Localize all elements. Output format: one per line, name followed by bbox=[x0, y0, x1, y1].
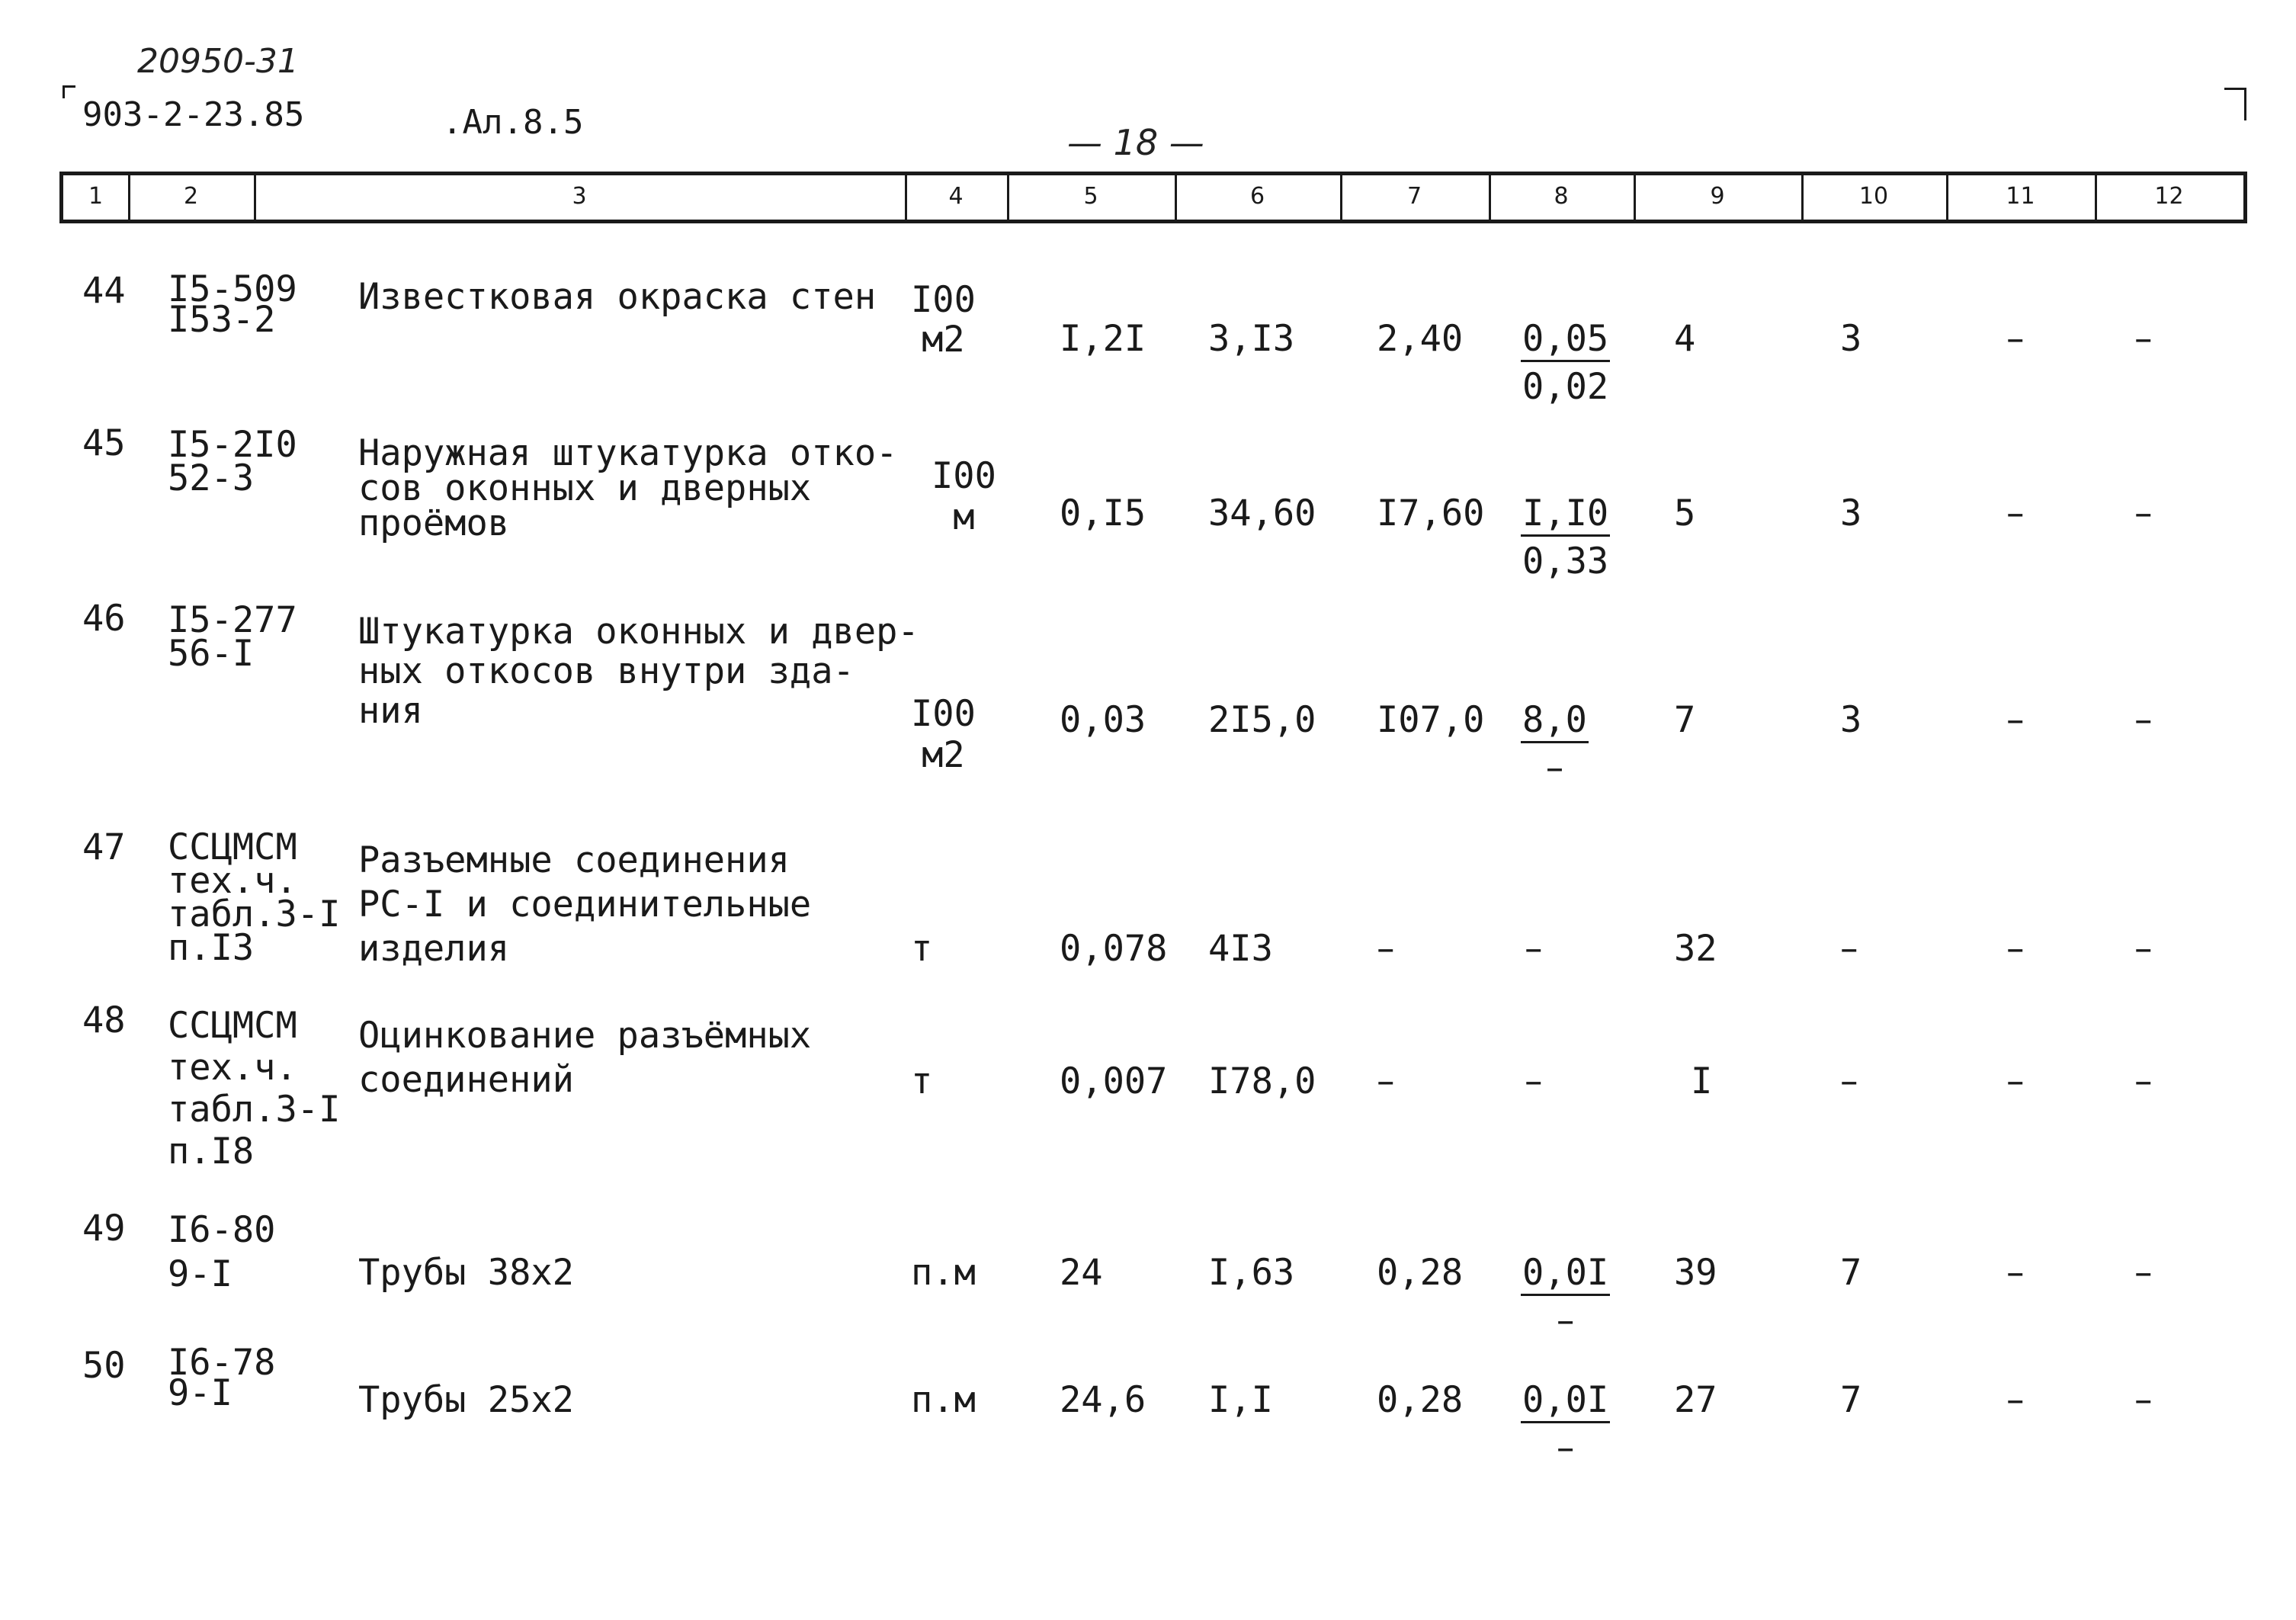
col-header-4: 4 bbox=[948, 183, 964, 210]
work-description: Штукатурка оконных и двер- ных откосов внутри зда- ния bbox=[358, 611, 919, 732]
col-header-12: 12 bbox=[2154, 183, 2184, 210]
col5-value: 0,I5 bbox=[1060, 492, 1146, 534]
col6-value: 3,I3 bbox=[1208, 318, 1295, 360]
col11-value: – bbox=[2006, 1379, 2025, 1421]
row-number: 48 bbox=[82, 999, 126, 1041]
work-description: Трубы 25х2 bbox=[358, 1379, 574, 1421]
col12-value: – bbox=[2134, 699, 2153, 741]
row-number: 47 bbox=[82, 826, 126, 868]
col7-value: 0,28 bbox=[1377, 1252, 1464, 1294]
col12-value: – bbox=[2134, 928, 2153, 970]
col10-value: 3 bbox=[1840, 492, 1862, 534]
col11-value: – bbox=[2006, 1252, 2025, 1294]
norm-code: ССЦМСМ тех.ч. табл.3-I п.I8 bbox=[168, 1005, 341, 1172]
col12-value: – bbox=[2134, 1379, 2153, 1421]
col9-value: 27 bbox=[1674, 1379, 1717, 1421]
column-header-table bbox=[59, 172, 2247, 223]
col5-value: 24 bbox=[1060, 1252, 1103, 1294]
corner-mark-left bbox=[63, 85, 75, 98]
work-description: Наружная штукатурка отко- сов оконных и дверных проёмов bbox=[358, 432, 898, 544]
col8-value: – bbox=[1525, 1060, 1543, 1102]
col8-fraction: $\frac{I,I0}{0,33}$ bbox=[1522, 492, 1609, 582]
norm-code: I6-78 9-I bbox=[168, 1342, 276, 1414]
unit: т bbox=[911, 928, 933, 970]
col10-value: 7 bbox=[1840, 1379, 1862, 1421]
col6-value: 4I3 bbox=[1208, 928, 1273, 970]
col9-value: 39 bbox=[1674, 1252, 1717, 1294]
col6-value: I,63 bbox=[1208, 1252, 1295, 1294]
norm-code: I5-509 I53-2 bbox=[168, 268, 297, 341]
handwritten-doc-number: 20950-31 bbox=[137, 42, 299, 81]
col7-value: 2,40 bbox=[1377, 318, 1464, 360]
col8-fraction: $\frac{0,05}{0,02}$ bbox=[1522, 318, 1609, 408]
col-header-3: 3 bbox=[572, 183, 587, 210]
col7-value: – bbox=[1377, 928, 1395, 970]
col5-value: 0,03 bbox=[1060, 699, 1146, 741]
col-header-10: 10 bbox=[1858, 183, 1889, 210]
col6-value: I78,0 bbox=[1208, 1060, 1316, 1102]
col-header-6: 6 bbox=[1249, 183, 1265, 210]
row-number: 44 bbox=[82, 270, 126, 312]
doc-code: 903-2-23.85 bbox=[82, 95, 305, 134]
col-header-7: 7 bbox=[1406, 183, 1422, 210]
col5-value: I,2I bbox=[1060, 318, 1146, 360]
col11-value: – bbox=[2006, 492, 2025, 534]
unit: п.м bbox=[911, 1252, 976, 1294]
row-number: 50 bbox=[82, 1345, 126, 1387]
col9-value: 5 bbox=[1674, 492, 1696, 534]
col6-value: I,I bbox=[1208, 1379, 1273, 1421]
col12-value: – bbox=[2134, 1060, 2153, 1102]
unit: I00 м bbox=[932, 455, 996, 538]
col9-value: 32 bbox=[1674, 928, 1717, 970]
album-ref: .Ал.8.5 bbox=[442, 103, 584, 142]
col-header-8: 8 bbox=[1554, 183, 1569, 210]
col12-value: – bbox=[2134, 1252, 2153, 1294]
col5-value: 0,078 bbox=[1060, 928, 1168, 970]
col-header-5: 5 bbox=[1083, 183, 1098, 210]
col11-value: – bbox=[2006, 318, 2025, 360]
col-header-2: 2 bbox=[183, 183, 199, 210]
col7-value: I7,60 bbox=[1377, 492, 1485, 534]
col9-value: 4 bbox=[1674, 318, 1696, 360]
work-description: Оцинкование разъёмных соединений bbox=[358, 1015, 812, 1101]
col6-value: 34,60 bbox=[1208, 492, 1316, 534]
norm-code: I5-277 56-I bbox=[168, 599, 297, 675]
page-number: — 18 — bbox=[1067, 122, 1204, 163]
col12-value: – bbox=[2134, 318, 2153, 360]
col8-fraction: 8,0 – bbox=[1522, 699, 1587, 789]
col7-value: – bbox=[1377, 1060, 1395, 1102]
unit: I00 м2 bbox=[911, 279, 976, 361]
row-number: 49 bbox=[82, 1208, 126, 1249]
col10-value: 3 bbox=[1840, 699, 1862, 741]
col8-value: – bbox=[1525, 928, 1543, 970]
col10-value: – bbox=[1840, 1060, 1858, 1102]
col10-value: – bbox=[1840, 928, 1858, 970]
col5-value: 0,007 bbox=[1060, 1060, 1168, 1102]
row-number: 45 bbox=[82, 422, 126, 464]
col-header-1: 1 bbox=[88, 183, 104, 210]
col7-value: 0,28 bbox=[1377, 1379, 1464, 1421]
norm-code: ССЦМСМ тех.ч. табл.3-I п.I3 bbox=[168, 826, 341, 969]
col11-value: – bbox=[2006, 1060, 2025, 1102]
unit: п.м bbox=[911, 1379, 976, 1421]
norm-code: I6-80 9-I bbox=[168, 1209, 276, 1295]
col9-value: 7 bbox=[1674, 699, 1696, 741]
work-description: Известковая окраска стен bbox=[358, 276, 877, 318]
col5-value: 24,6 bbox=[1060, 1379, 1146, 1421]
col-header-11: 11 bbox=[2006, 183, 2035, 210]
col7-value: I07,0 bbox=[1377, 699, 1485, 741]
unit: I00 м2 bbox=[911, 693, 976, 776]
col9-value: I bbox=[1691, 1060, 1713, 1102]
col11-value: – bbox=[2006, 699, 2025, 741]
col8-fraction: 0,0I – bbox=[1522, 1252, 1609, 1342]
work-description: Трубы 38х2 bbox=[358, 1252, 574, 1294]
row-number: 46 bbox=[82, 598, 126, 640]
corner-mark-right bbox=[2224, 88, 2246, 120]
norm-code: I5-2I0 52-3 bbox=[168, 424, 297, 499]
col11-value: – bbox=[2006, 928, 2025, 970]
col10-value: 3 bbox=[1840, 318, 1862, 360]
col10-value: 7 bbox=[1840, 1252, 1862, 1294]
col6-value: 2I5,0 bbox=[1208, 699, 1316, 741]
col12-value: – bbox=[2134, 492, 2153, 534]
work-description: Разъемные соединения РС-I и соединительные изделия bbox=[358, 839, 812, 970]
unit: т bbox=[911, 1060, 933, 1102]
col8-fraction: 0,0I – bbox=[1522, 1379, 1609, 1469]
col-header-9: 9 bbox=[1710, 183, 1725, 210]
